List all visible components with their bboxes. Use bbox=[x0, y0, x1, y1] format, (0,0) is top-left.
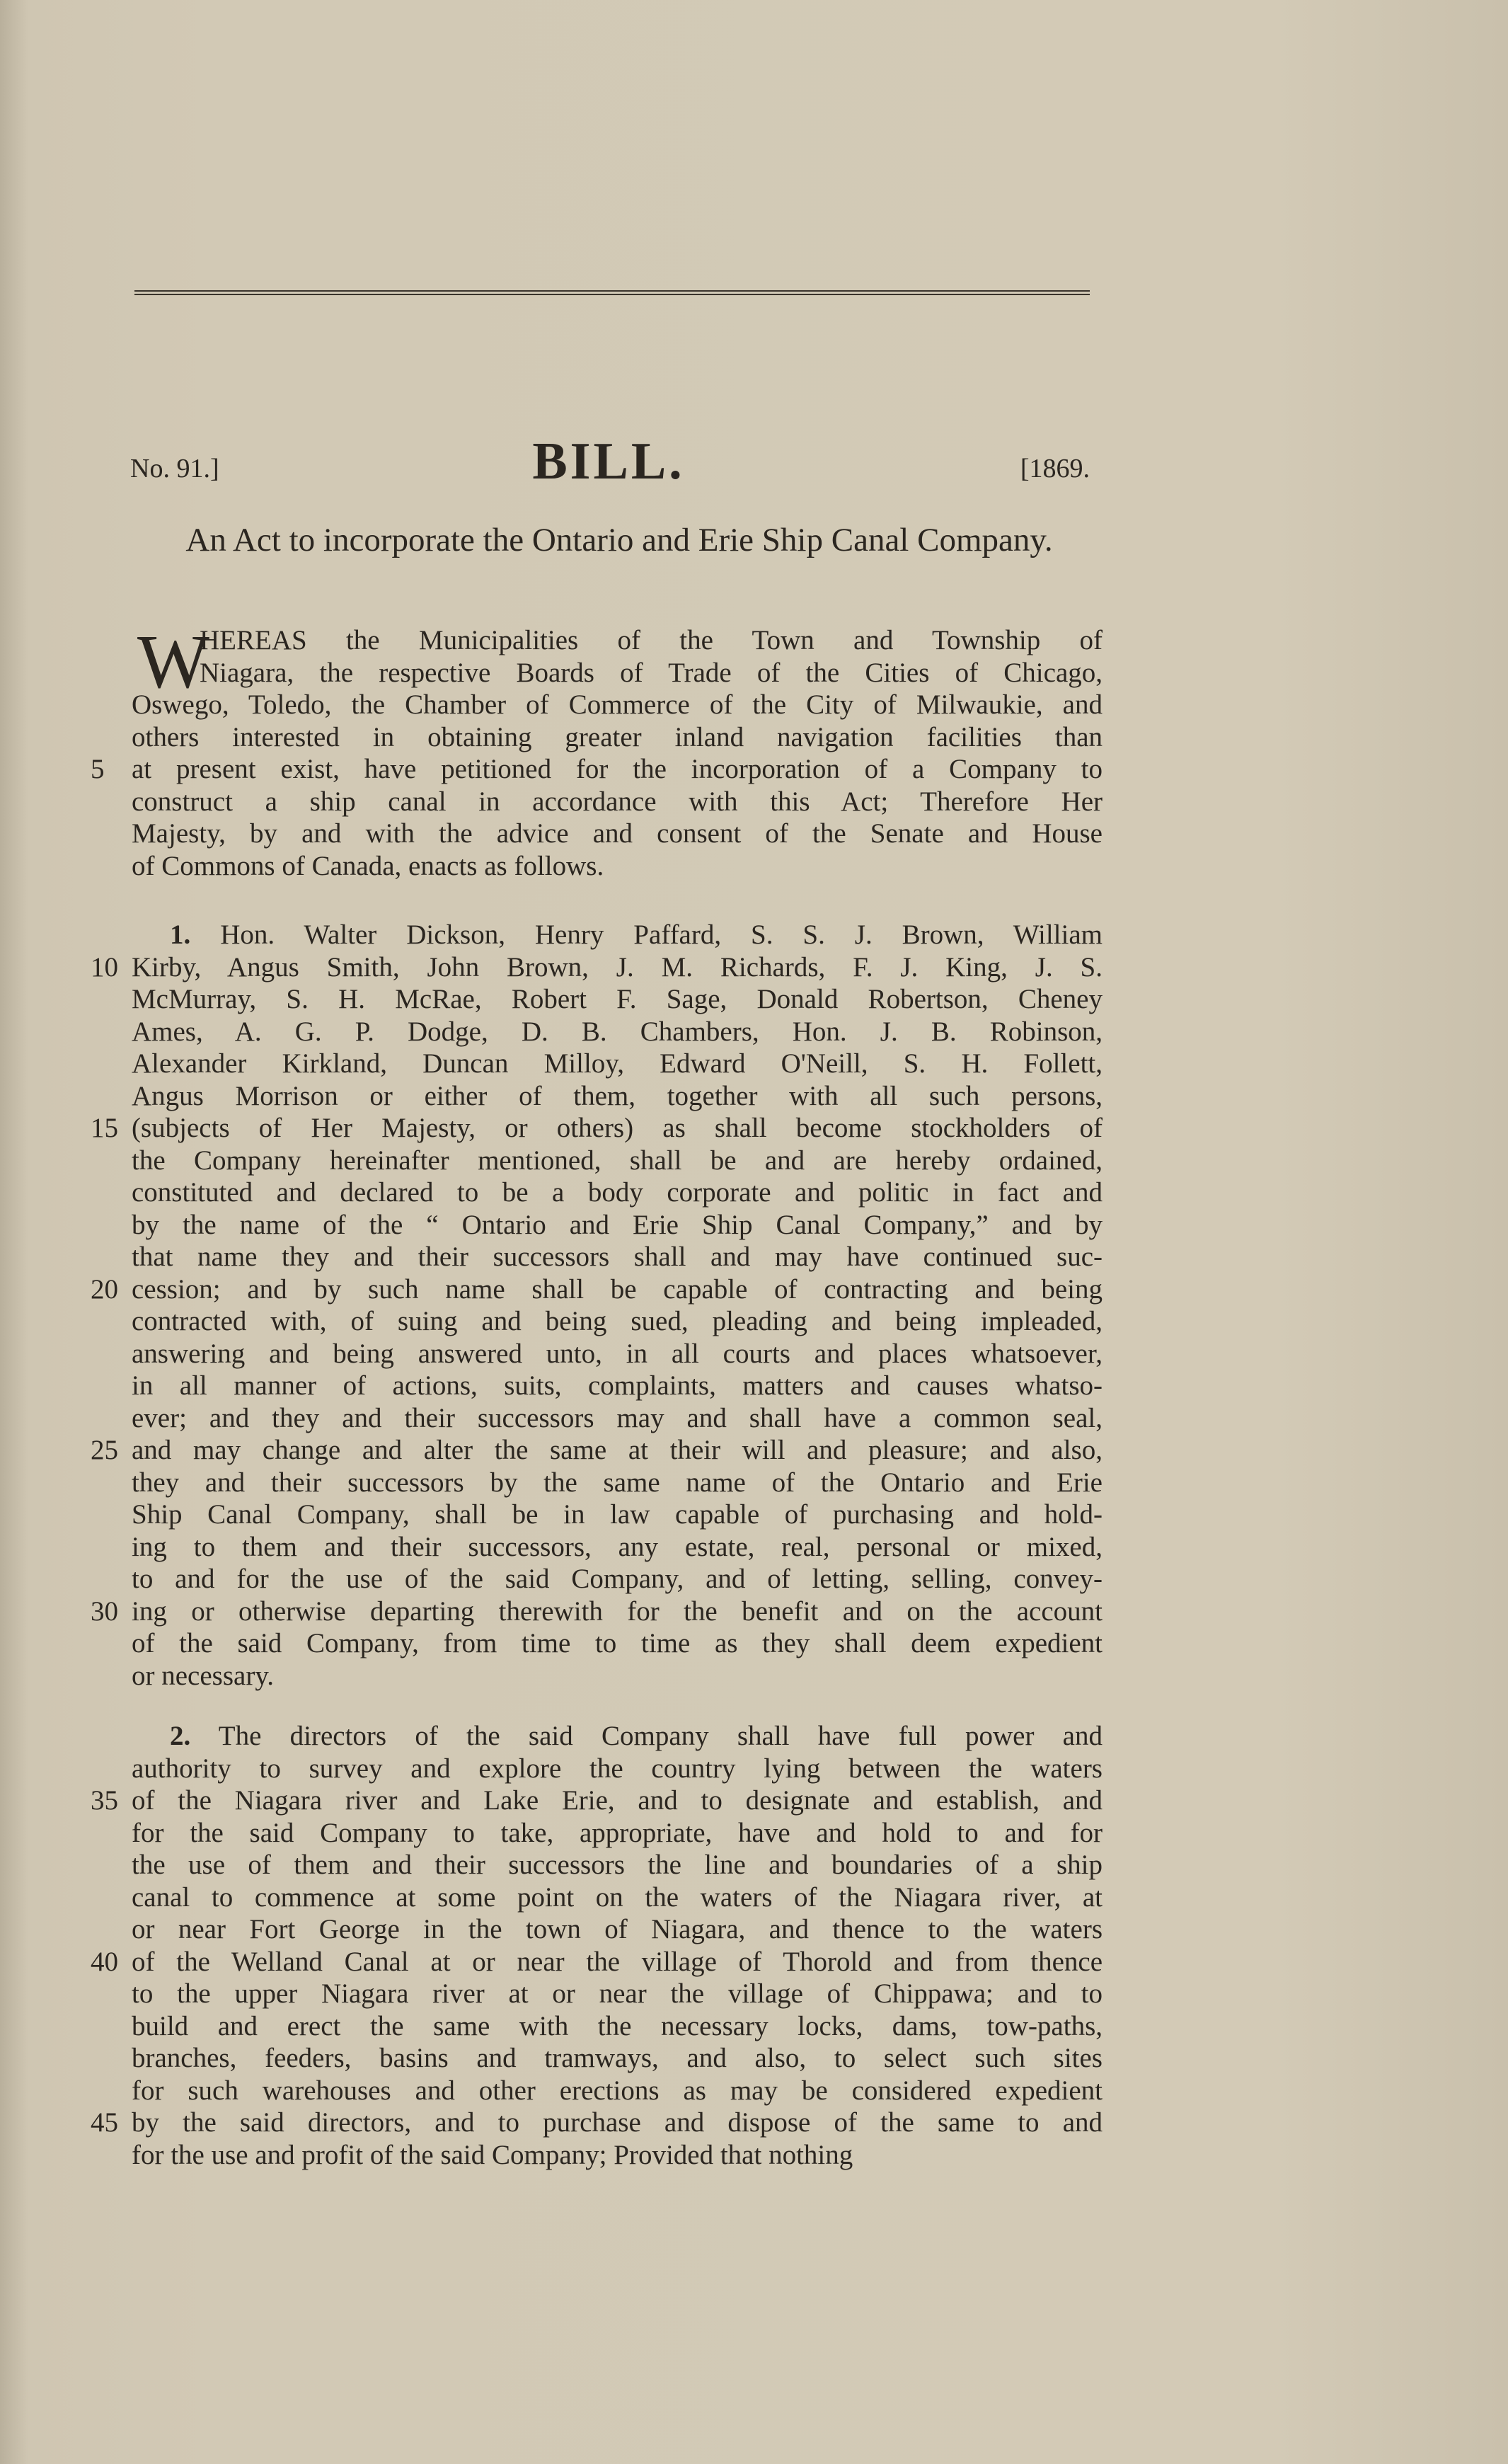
line-text: of the said Company, from time to time as they shall deem expedient bbox=[132, 1628, 1103, 1658]
text-line bbox=[91, 1273, 1103, 1306]
line-number: 20 bbox=[91, 1273, 118, 1305]
text-line bbox=[132, 1080, 1103, 1113]
text-line bbox=[91, 1784, 1103, 1817]
bill-header bbox=[127, 432, 1090, 503]
text-line bbox=[132, 1467, 1103, 1499]
line-text: Ames, A. G. P. Dodge, D. B. Chambers, Hon. J. B. Robinson, bbox=[132, 1016, 1103, 1047]
act-title: An Act to incorporate the Ontario and Erie Ship Canal Company. bbox=[185, 522, 1053, 558]
line-text: construct a ship canal in accordance with this Act; Therefore Her bbox=[132, 786, 1103, 817]
text-line bbox=[132, 1048, 1103, 1080]
line-number: 30 bbox=[91, 1595, 118, 1627]
line-text: or necessary. bbox=[132, 1660, 275, 1691]
line-text: by the name of the “ Ontario and Erie Ship Canal Company,” and by bbox=[132, 1209, 1103, 1240]
line-text: build and erect the same with the necessary locks, dams, tow-paths, bbox=[132, 2010, 1103, 2041]
text-line bbox=[132, 1563, 1103, 1595]
text-line bbox=[132, 1753, 1103, 1785]
line-text: authority to survey and explore the country lying between the waters bbox=[132, 1753, 1103, 1784]
line-text: the Company hereinafter mentioned, shall be and are hereby ordained, bbox=[132, 1145, 1103, 1176]
text-line bbox=[91, 951, 1103, 984]
line-text: ing to them and their successors, any estate, real, personal or mixed, bbox=[132, 1531, 1103, 1562]
line-text: Alexander Kirkland, Duncan Milloy, Edward O'Neill, S. H. Follett, bbox=[132, 1048, 1103, 1079]
text-line bbox=[91, 1434, 1103, 1467]
text-line bbox=[132, 850, 1103, 883]
text-line bbox=[132, 1627, 1103, 1660]
line-text: the use of them and their successors the line and boundaries of a ship bbox=[132, 1850, 1103, 1880]
line-text: contracted with, of suing and being sued, pleading and being impleaded, bbox=[132, 1306, 1103, 1336]
section-2 bbox=[91, 1720, 1103, 2171]
text-line bbox=[132, 1016, 1103, 1048]
text-line bbox=[132, 1913, 1103, 1946]
line-text: cession; and by such name shall be capable of contracting and being bbox=[132, 1273, 1103, 1305]
line-text: Kirby, Angus Smith, John Brown, J. M. Richards, F. J. King, J. S. bbox=[132, 951, 1103, 982]
line-text: in all manner of actions, suits, complaints, matters and causes whatso- bbox=[132, 1370, 1103, 1401]
text-line bbox=[132, 1402, 1103, 1435]
line-text: for the use and profit of the said Company; Provided that nothing bbox=[132, 2139, 853, 2170]
section-first-line: The directors of the said Company shall have full power and bbox=[218, 1721, 1103, 1751]
top-rule bbox=[134, 290, 1090, 295]
line-text: that name they and their successors shall and may have continued suc- bbox=[132, 1242, 1103, 1272]
line-text bbox=[132, 919, 1103, 951]
line-text: they and their successors by the same name of the Ontario and Erie bbox=[132, 1467, 1103, 1498]
line-text: to and for the use of the said Company, and of letting, selling, convey- bbox=[132, 1564, 1103, 1594]
line-text: Angus Morrison or either of them, together with all such persons, bbox=[132, 1080, 1103, 1111]
line-text: answering and being answered unto, in all courts and places whatsoever, bbox=[132, 1338, 1103, 1369]
text-line bbox=[132, 1145, 1103, 1177]
line-text: for such warehouses and other erections as may be considered expedient bbox=[132, 2075, 1103, 2106]
line-text: of the Welland Canal at or near the village of Thorold and from thence bbox=[132, 1946, 1103, 1977]
line-number: 15 bbox=[91, 1113, 118, 1143]
line-text: (subjects of Her Majesty, or others) as shall become stockholders of bbox=[132, 1113, 1103, 1143]
text-line bbox=[132, 1660, 1103, 1692]
text-line bbox=[132, 2010, 1103, 2043]
line-number: 5 bbox=[91, 754, 105, 784]
line-number: 10 bbox=[91, 951, 118, 982]
text-line bbox=[132, 818, 1103, 850]
line-text: by the said directors, and to purchase and dispose of the same to and bbox=[132, 2107, 1103, 2138]
line-text: of the Niagara river and Lake Erie, and to designate and establish, and bbox=[132, 1785, 1103, 1816]
text-line bbox=[132, 1241, 1103, 1273]
text-line bbox=[132, 786, 1103, 818]
text-line bbox=[132, 2042, 1103, 2075]
line-text: ever; and they and their successors may and shall have a common seal, bbox=[132, 1402, 1103, 1433]
line-text: at present exist, have petitioned for the incorporation of a Company to bbox=[132, 754, 1103, 784]
line-text: or near Fort George in the town of Niagara, and thence to the waters bbox=[132, 1914, 1103, 1944]
text-line bbox=[132, 2139, 1103, 2172]
section-1 bbox=[91, 919, 1103, 1692]
text-line bbox=[132, 1881, 1103, 1914]
text-line bbox=[91, 1112, 1103, 1145]
section-first-line: Hon. Walter Dickson, Henry Paffard, S. S. J. Brown, William bbox=[220, 919, 1103, 950]
text-line bbox=[132, 919, 1103, 951]
text-line bbox=[132, 1978, 1103, 2010]
bill-year: [1869. bbox=[1020, 454, 1090, 483]
line-text: McMurray, S. H. McRae, Robert F. Sage, Donald Robertson, Cheney bbox=[132, 984, 1103, 1014]
section-number: 2. bbox=[170, 1721, 191, 1751]
bill-title: BILL. bbox=[532, 432, 685, 491]
text-line bbox=[132, 2075, 1103, 2107]
preamble bbox=[91, 620, 1103, 882]
text-line bbox=[132, 1176, 1103, 1209]
text-line bbox=[132, 1305, 1103, 1338]
line-text: to the upper Niagara river at or near the village of Chippawa; and to bbox=[132, 1978, 1103, 2009]
text-line bbox=[132, 983, 1103, 1016]
line-text: Ship Canal Company, shall be in law capable of purchasing and hold- bbox=[132, 1499, 1103, 1530]
line-text: Oswego, Toledo, the Chamber of Commerce of the City of Milwaukie, and bbox=[132, 689, 1103, 720]
text-line bbox=[132, 1720, 1103, 1753]
line-number: 35 bbox=[91, 1785, 118, 1816]
line-text: others interested in obtaining greater inland navigation facilities than bbox=[132, 721, 1103, 752]
line-text: constituted and declared to be a body corporate and politic in fact and bbox=[132, 1177, 1103, 1208]
text-line bbox=[132, 721, 1103, 754]
text-line bbox=[132, 1499, 1103, 1531]
line-text: ing or otherwise departing therewith for the benefit and on the account bbox=[132, 1595, 1103, 1627]
text-line bbox=[91, 753, 1103, 786]
line-number: 45 bbox=[91, 2107, 118, 2138]
text-line bbox=[132, 624, 1103, 657]
line-text: for the said Company to take, appropriate, have and hold to and for bbox=[132, 1817, 1103, 1848]
text-line bbox=[91, 1595, 1103, 1628]
line-text: of Commons of Canada, enacts as follows. bbox=[132, 850, 604, 881]
line-number: 40 bbox=[91, 1946, 118, 1977]
line-text: Majesty, by and with the advice and consent of the Senate and House bbox=[132, 818, 1103, 849]
text-line bbox=[132, 689, 1103, 721]
line-text: branches, feeders, basins and tramways, and also, to select such sites bbox=[132, 2043, 1103, 2073]
text-line bbox=[132, 1531, 1103, 1564]
text-line bbox=[132, 1849, 1103, 1881]
line-text: and may change and alter the same at their will and pleasure; and also, bbox=[132, 1435, 1103, 1465]
text-line bbox=[132, 1209, 1103, 1242]
line-text bbox=[132, 1720, 1103, 1753]
line-text: canal to commence at some point on the waters of the Niagara river, at bbox=[132, 1881, 1103, 1913]
drop-capital: W bbox=[137, 620, 209, 704]
section-number: 1. bbox=[170, 919, 191, 950]
text-line bbox=[132, 1817, 1103, 1850]
text-line bbox=[91, 2107, 1103, 2139]
text-line bbox=[132, 1338, 1103, 1370]
line-number: 25 bbox=[91, 1435, 118, 1465]
line-text: HEREAS the Municipalities of the Town and Township of bbox=[200, 625, 1103, 655]
line-text: Niagara, the respective Boards of Trade of the Cities of Chicago, bbox=[200, 657, 1103, 688]
text-line bbox=[132, 1370, 1103, 1402]
text-line bbox=[132, 657, 1103, 689]
bill-number: No. 91.] bbox=[130, 454, 219, 483]
text-line bbox=[91, 1946, 1103, 1978]
